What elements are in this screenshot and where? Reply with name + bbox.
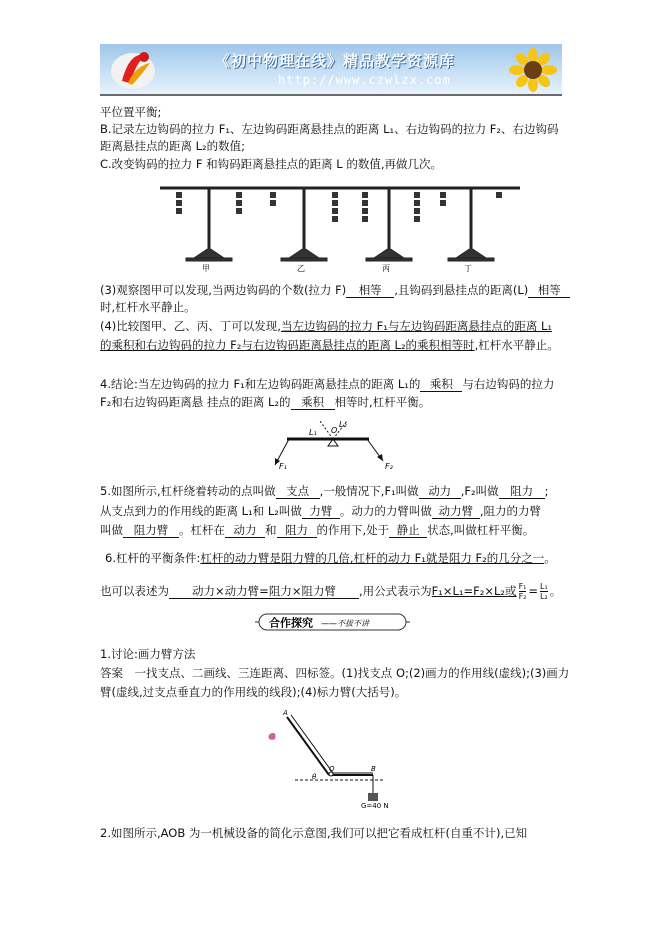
text-line: 平位置平衡; — [100, 105, 162, 119]
q5-answer: 阻力 — [277, 523, 317, 538]
q6-fraction-1: $\frac{\text{F₁}}{\text{F₂}}$ — [518, 582, 527, 601]
fig-label: 乙 — [297, 264, 305, 273]
text-line: 距离悬挂点的距离 L₂的数值; — [100, 139, 246, 153]
site-logo-icon — [108, 47, 158, 91]
fig-label-b: B — [371, 765, 376, 773]
q4-line: (4)比较图甲、乙、丙、丁可以发现,当左边钩码的拉力 F₁与左边钩码距离悬挂点的距离 L₁ — [100, 319, 553, 333]
q5-answer: 阻力 — [499, 484, 545, 499]
aob-lever-figure — [265, 705, 405, 810]
fig-label-l2: L₂ — [339, 420, 347, 429]
q3-answer-1: 相等 — [346, 283, 394, 298]
text-line: 臂(虚线,过支点垂直力的作用线的线段);(4)标力臂(大括号)。 — [100, 685, 407, 699]
q6-fraction-2: $\frac{\text{L₁}}{\text{L₂}}$ — [540, 582, 548, 601]
text-line: C.改变钩码的拉力 F 和钩码距离悬挂点的距离 L 的数值,再做几次。 — [100, 157, 442, 171]
q5-answer: 支点 — [276, 484, 320, 499]
c4-line-2: F₂和右边钩码距离悬 挂点的距离 L₂的 乘积 相等时,杠杆平衡。 — [100, 395, 431, 409]
q5-answer: 动力臂 — [432, 504, 480, 519]
text-line: B.记录左边钩码的拉力 F₁、左边钩码距离悬挂点的距离 L₁、右边钩码的拉力 F₂、右边钩码 — [100, 122, 559, 136]
c4-answer-1: 乘积 — [420, 377, 462, 392]
lever-force-diagram — [265, 413, 405, 471]
fig-label: 甲 — [202, 264, 210, 273]
fig-label-l1: L₁ — [309, 428, 317, 437]
q5-answer: 动力 — [225, 523, 265, 538]
header-banner — [100, 44, 562, 96]
q6-answer: 动力×动力臂=阻力×阻力臂 — [169, 584, 359, 599]
c4-answer-2: 乘积 — [291, 395, 335, 410]
text-line: 时,杠杆水平静止。 — [100, 300, 196, 314]
q4-line-2: 的乘积和右边钩码的拉力 F₂与右边钩码距离悬挂点的距离 L₂的乘积相等时,杠杆水平静止。 — [100, 338, 559, 352]
lever-balance-figure — [150, 178, 520, 273]
q4-answer: 当左边钩码的拉力 F₁与左边钩码距离悬挂点的距离 L₁ — [280, 319, 553, 333]
q5-line-3: 叫做 阻力臂 。杠杆在 动力 和 阻力 的作用下,处于 静止 状态,叫做杠杆平衡。 — [100, 523, 535, 537]
fig-label-a: A — [283, 709, 288, 717]
q6-formula: F₁×L₁=F₂×L₂或 — [431, 584, 517, 598]
banner-title: 《初中物理在线》精品教学资源库 — [215, 52, 456, 70]
q6-line-1: 6.杠杆的平衡条件:杠杆的动力臂是阻力臂的几倍,杠杆的动力 F₁就是阻力 F₂的几分之一。 — [105, 551, 556, 565]
fig-label-g: G=40 N — [361, 802, 389, 810]
text-line: 1.讨论:画力臂方法 — [100, 647, 196, 661]
fig-label-f2: F₂ — [385, 462, 393, 471]
banner-url[interactable]: http://www.czwlzx.com — [278, 73, 451, 87]
q5-answer: 动力 — [419, 484, 461, 499]
q5-answer: 静止 — [389, 523, 427, 538]
q3-answer-2: 相等 — [528, 283, 570, 298]
q4-answer-cont: 的乘积和右边钩码的拉力 F₂与右边钩码距离悬挂点的距离 L₂的乘积相等时 — [100, 338, 475, 352]
fig-label: 丙 — [382, 264, 390, 273]
section-title-banner — [255, 612, 410, 632]
text-line: 2.如图所示,AOB 为一机械设备的简化示意图,我们可以把它看成杠杆(自重不计),已知 — [100, 826, 528, 840]
q6-answer: 杠杆的动力臂是阻力臂的几倍,杠杆的动力 F₁就是阻力 F₂的几分之一 — [200, 551, 545, 565]
text-line: 答案 一找支点、二画线、三连距离、四标签。(1)找支点 O;(2)画力的作用线(虚线);(3)画力 — [100, 666, 570, 680]
q6-line-2: 也可以表述为 动力×动力臂=阻力×阻力臂 ,用公式表示为F₁×L₁=F₂×L₂或 $\frac{\text{F₁}}{\text{F₂}}$ = $\frac{\text{L₁}}{\text{L₂}}$ 。 — [100, 582, 562, 601]
section-title: 合作探究 — [269, 616, 313, 630]
fig-label-theta: θ — [312, 773, 317, 781]
q3-line: (3)观察图甲可以发现,当两边钩码的个数(拉力 F) 相等 ,且钩码到悬挂点的距离(L) 相等 — [100, 282, 570, 298]
q5-line-1: 5.如图所示,杠杆绕着转动的点叫做 支点 ,一般情况下,F₁叫做 动力 ,F₂叫做 阻力 ; — [100, 484, 549, 498]
fig-label-o: O — [329, 765, 335, 773]
q5-answer: 力臂 — [302, 504, 340, 519]
fig-label: 丁 — [464, 264, 472, 273]
q5-answer: 阻力臂 — [123, 523, 179, 538]
fig-label-o: O — [331, 426, 338, 435]
q5-line-2: 从支点到力的作用线的距离 L₁和 L₂叫做 力臂 。动力的力臂叫做 动力臂 ,阻力的力臂 — [100, 504, 541, 518]
c4-line: 4.结论:当左边钩码的拉力 F₁和左边钩码距离悬挂点的距离 L₁的 乘积 与右边钩码的拉力 — [100, 377, 555, 391]
fig-label-f1: F₁ — [279, 462, 287, 471]
sunflower-icon — [508, 48, 558, 92]
section-subtitle: ——不拔不讲 — [321, 619, 369, 628]
